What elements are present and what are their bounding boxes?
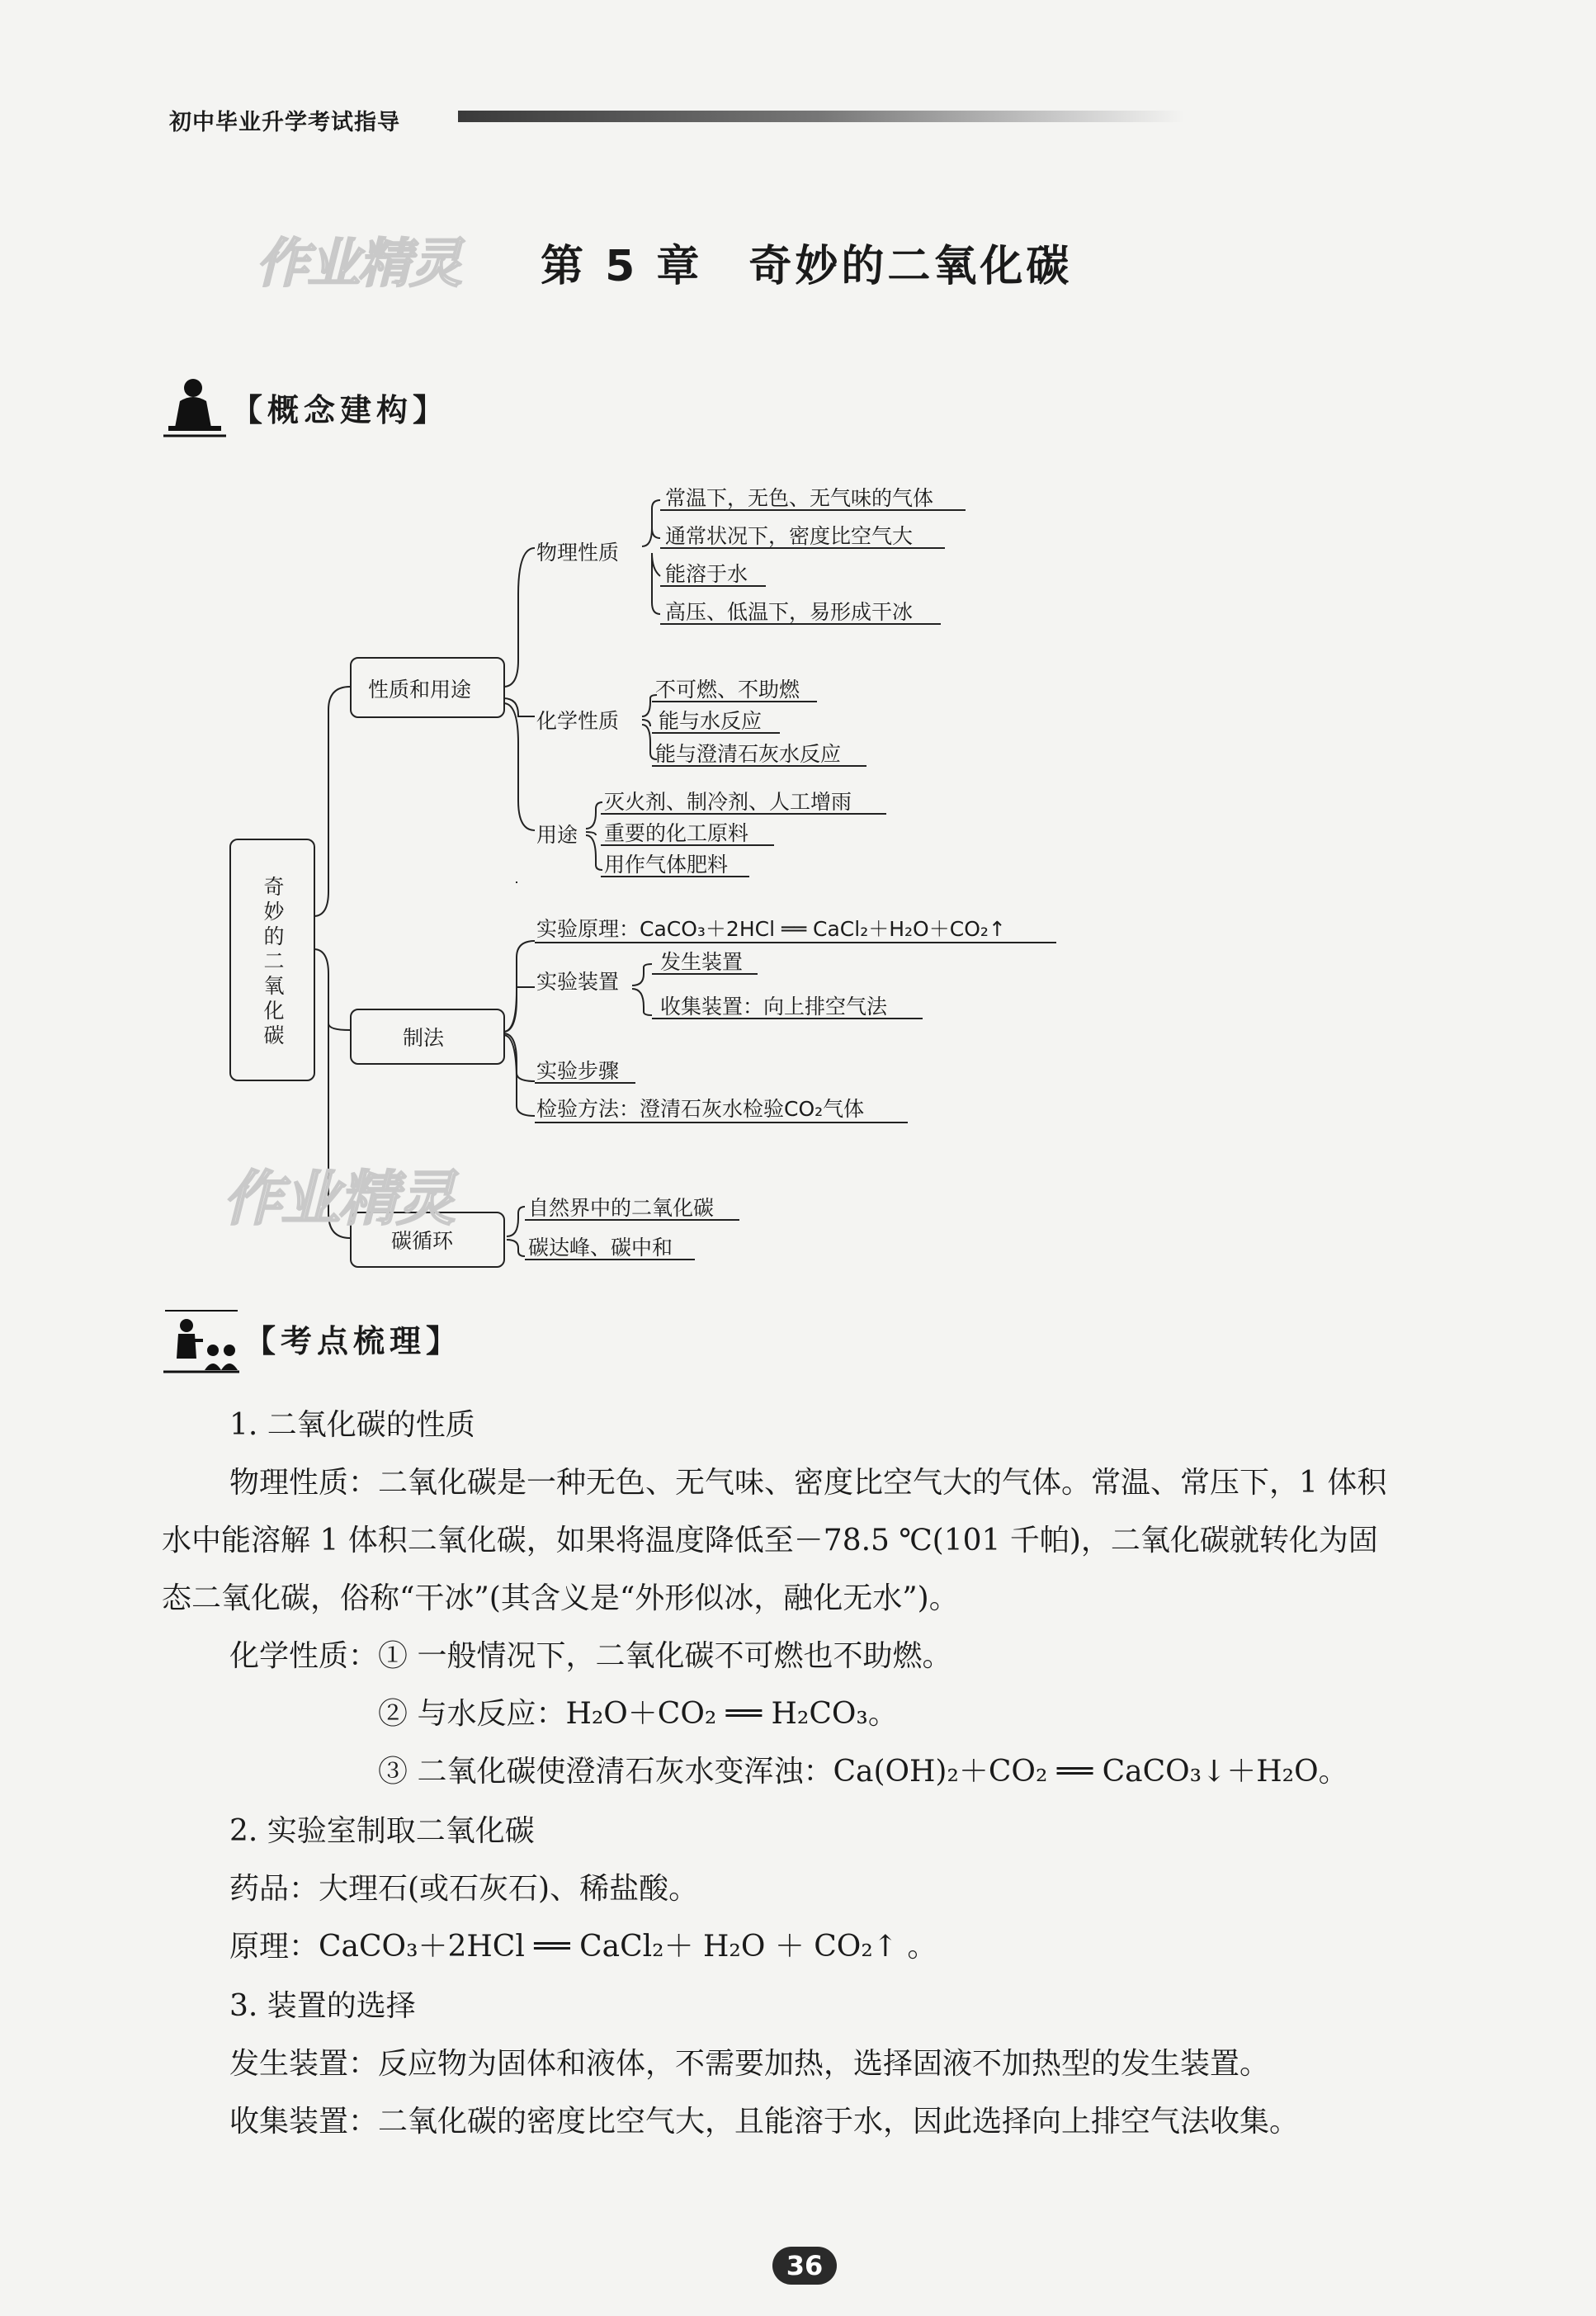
points-line: ③ 二氧化碳使澄清石灰水变浑浊：Ca(OH)₂＋CO₂ ══ CaCO₃↓＋H₂O。	[378, 1755, 1348, 1789]
prep-device-item: 收集装置：向上排空气法	[660, 995, 888, 1019]
prep-check: 检验方法：澄清石灰水检验CO₂气体	[536, 1097, 865, 1121]
use-item: 灭火剂、制冷剂、人工增雨	[604, 790, 852, 814]
branch-prep-label: 制法	[403, 1026, 445, 1050]
use-item: 用作气体肥料	[604, 853, 729, 877]
branch-props-label: 性质和用途	[368, 678, 472, 702]
watermark-top: 作业精灵	[256, 234, 460, 295]
props-phys-label: 物理性质	[536, 541, 620, 565]
cycle-item: 自然界中的二氧化碳	[528, 1196, 715, 1220]
use-item: 重要的化工原料	[604, 821, 749, 845]
points-line: 发生装置：反应物为固体和液体，不需要加热，选择固液不加热型的发生装置。	[229, 2047, 1270, 2081]
root-label: 奇妙的二氧化碳	[263, 875, 285, 1047]
watermark-mid: 作业精灵	[223, 1164, 455, 1233]
points-line: 2. 实验室制取二氧化碳	[229, 1814, 535, 1848]
points-line: 态二氧化碳，俗称“干冰”(其含义是“外形似冰，融化无水”)。	[162, 1581, 959, 1615]
points-line: 1. 二氧化碳的性质	[229, 1408, 475, 1442]
points-line: ② 与水反应：H₂O＋CO₂ ══ H₂CO₃。	[378, 1697, 898, 1731]
concept-heading: 【概念建构】	[231, 392, 450, 428]
points-heading: 【考点梳理】	[244, 1323, 463, 1359]
chem-item: 不可燃、不助燃	[655, 678, 800, 702]
phys-item: 高压、低温下，易形成干冰	[665, 600, 914, 624]
phys-item: 能溶于水	[665, 562, 748, 586]
page-number: 36	[772, 2247, 837, 2285]
chem-item: 能与澄清石灰水反应	[655, 742, 842, 766]
points-line: 物理性质：二氧化碳是一种无色、无气味、密度比空气大的气体。常温、常压下，1 体积	[229, 1466, 1387, 1500]
prep-device-item: 发生装置	[660, 950, 744, 974]
phys-item: 常温下，无色、无气味的气体	[665, 486, 934, 510]
running-header-title: 初中毕业升学考试指导	[169, 110, 400, 135]
chapter-title: 第 5 章 奇妙的二氧化碳	[541, 242, 1073, 291]
props-use-label: 用途	[536, 823, 578, 847]
points-line: 药品：大理石(或石灰石)、稀盐酸。	[229, 1872, 699, 1906]
branch-cycle-label: 碳循环	[391, 1229, 454, 1253]
prep-steps: 实验步骤	[536, 1059, 620, 1083]
chem-item: 能与水反应	[659, 709, 763, 733]
lecture-figure-icon	[162, 1306, 241, 1375]
phys-item: 通常状况下，密度比空气大	[665, 524, 914, 548]
points-line: 原理：CaCO₃＋2HCl ══ CaCl₂＋ H₂O ＋ CO₂↑ 。	[229, 1930, 937, 1964]
prep-device-label: 实验装置	[536, 970, 620, 994]
points-line: 收集装置：二氧化碳的密度比空气大，且能溶于水，因此选择向上排空气法收集。	[229, 2105, 1300, 2139]
points-line: 3. 装置的选择	[229, 1989, 416, 2023]
cycle-item: 碳达峰、碳中和	[528, 1236, 673, 1260]
points-line: 化学性质：① 一般情况下，二氧化碳不可燃也不助燃。	[229, 1639, 952, 1673]
prep-principle: 实验原理：CaCO₃＋2HCl ══ CaCl₂＋H₂O＋CO₂↑	[536, 917, 1006, 941]
points-line: 水中能溶解 1 体积二氧化碳，如果将温度降低至－78.5 ℃(101 千帕)，二氧化碳就转化为固	[162, 1524, 1378, 1557]
props-chem-label: 化学性质	[536, 709, 620, 733]
